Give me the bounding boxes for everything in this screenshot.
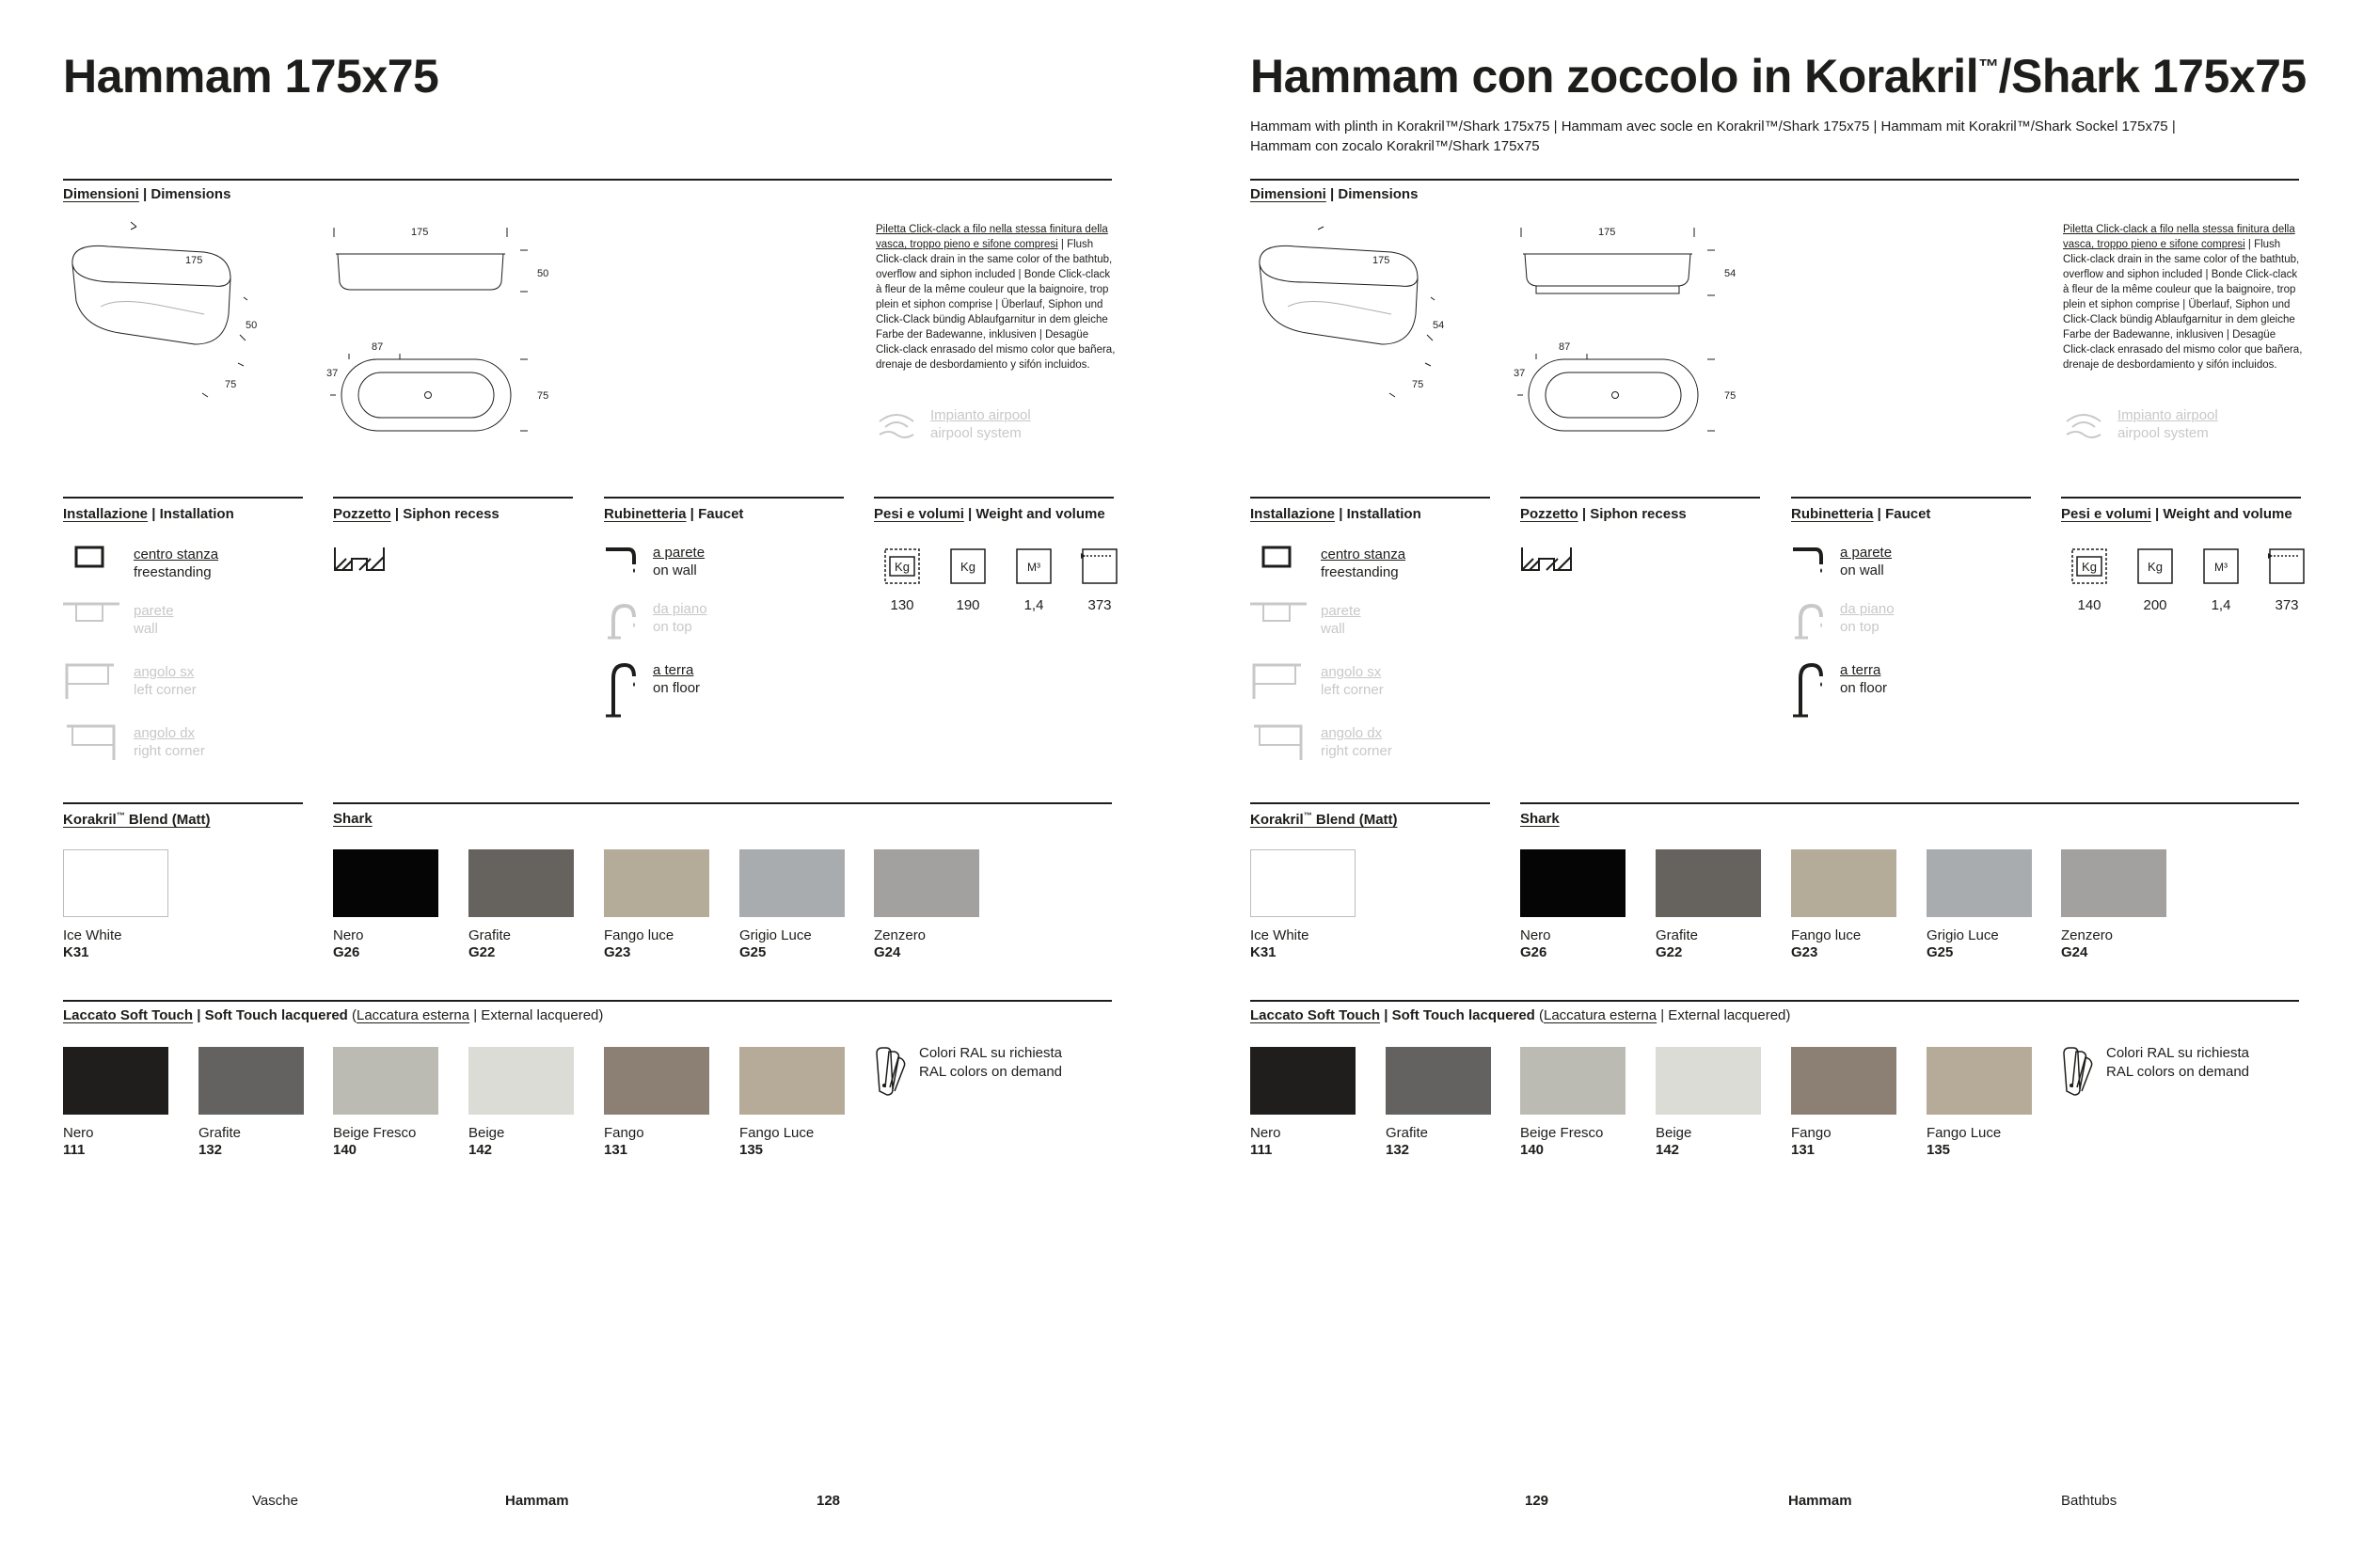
page-title: Hammam con zoccolo in Korakril™/Shark 175x75	[1250, 50, 2307, 103]
divider	[63, 497, 303, 499]
svg-text:M³: M³	[2214, 561, 2228, 574]
faucet-wall: a parete on wall	[1791, 544, 2017, 600]
dimension-width: 75	[1724, 390, 1737, 402]
wall-install-icon	[63, 600, 119, 638]
siphon-header: Pozzetto | Siphon recess	[1520, 506, 1687, 522]
swatch-chip	[63, 849, 168, 917]
divider	[63, 802, 303, 804]
korakril-header: Korakril™ Blend (Matt)	[63, 811, 211, 828]
swatch-chip	[468, 1047, 574, 1115]
lacquer-header: Laccato Soft Touch | Soft Touch lacquered (Laccatura esterna | External lacquered)	[63, 1007, 604, 1023]
weight-full: Kg 190	[940, 547, 996, 613]
swatch-chip	[1520, 1047, 1626, 1115]
swatch-chip	[1656, 1047, 1761, 1115]
dimension-width: 75	[1412, 379, 1424, 390]
swatch-chip	[333, 849, 438, 917]
shark-header: Shark	[333, 811, 373, 827]
page-subtitle: Hammam with plinth in Korakril™/Shark 175x75 | Hammam avec socle en Korakril™/Shark 175x75 | Hammam mit Korakril™/Shark Sockel 175x75 | Hammam con zocalo Korakril™/Shark 175x75	[1250, 119, 2176, 154]
divider	[2061, 497, 2301, 499]
color-swatch: Ice White K31	[63, 849, 168, 961]
svg-text:Kg: Kg	[895, 560, 910, 574]
tub-perspective-drawing	[1250, 222, 1445, 410]
installation-freestanding: centro stanza freestanding	[63, 544, 308, 589]
divider	[333, 497, 573, 499]
swatch-chip	[604, 849, 709, 917]
footer-section: Bathtubs	[2061, 1493, 2117, 1509]
footer-category: Hammam	[1788, 1493, 1852, 1509]
color-swatch: Beige Fresco 140	[1520, 1047, 1626, 1159]
dimension-side: 37	[1514, 368, 1526, 379]
page-number: 128	[817, 1493, 841, 1509]
swatch-chip	[1386, 1047, 1491, 1115]
dimension-length: 175	[1372, 255, 1390, 266]
tub-front-and-top-drawing	[328, 222, 573, 438]
faucet-header: Rubinetteria | Faucet	[604, 506, 744, 522]
catalog-page-left	[0, 0, 1176, 1568]
volume-packaging: M³ 1,4	[1006, 547, 1062, 613]
lacquer-header: Laccato Soft Touch | Soft Touch lacquered (Laccatura esterna | External lacquered)	[1250, 1007, 1791, 1023]
dimensions-header: Dimensioni | Dimensions	[1250, 186, 1419, 202]
airpool-option: Impianto airpool airpool system	[2063, 404, 2298, 450]
color-swatch: Fango luce G23	[1791, 849, 1896, 961]
swatch-chip	[1520, 849, 1626, 917]
floor-faucet-icon	[1791, 661, 1829, 718]
deck-faucet-icon	[604, 600, 642, 657]
left-corner-icon	[1250, 661, 1307, 699]
dimension-height: 50	[537, 268, 549, 279]
divider	[63, 1000, 1112, 1002]
color-swatch: Fango Luce 135	[1927, 1047, 2032, 1159]
dimension-height: 50	[246, 320, 258, 331]
swatch-chip	[468, 849, 574, 917]
left-corner-icon	[63, 661, 119, 699]
cubic-meters-icon	[2202, 547, 2240, 585]
siphon-recess-icon	[333, 546, 386, 574]
drain-note: Piletta Click-clack a filo nella stessa finitura della vasca, troppo pieno e sifone compresi | Flush Click-clack drain in the same color of the bathtub, overflow and siphon included | Bonde Click-clack à fleur de la même couleur que la baignoire, trop plein et siphon comprise | Überlauf, Siphon und Click-Clack bündig Ablaufgarnitur in dem gleiche Farbe der Badewanne, inklusiven | Desagüe Click-clack enrasado del mismo color que bañera, drenaje de desbordamiento y sifón incluidos.	[2063, 224, 2303, 371]
volume-packaging: M³ 1,4	[2193, 547, 2249, 613]
siphon-recess-icon	[1520, 546, 1573, 574]
swatch-chip	[739, 849, 845, 917]
faucet-top: da piano on top	[604, 600, 830, 657]
right-corner-icon	[1250, 722, 1307, 760]
footer-category: Hammam	[505, 1493, 569, 1509]
dimension-length: 175	[411, 227, 429, 238]
installation-header: Installazione | Installation	[63, 506, 234, 522]
swatch-chip	[1656, 849, 1761, 917]
water-volume-icon	[1081, 547, 1118, 585]
installation-freestanding: centro stanza freestanding	[1250, 544, 1495, 589]
color-swatch: Grigio Luce G25	[1927, 849, 2032, 961]
color-swatch: Ice White K31	[1250, 849, 1356, 961]
divider	[1520, 497, 1760, 499]
page-content	[1250, 0, 2307, 1568]
faucet-top: da piano on top	[1791, 600, 2017, 657]
wall-install-icon	[1250, 600, 1307, 638]
right-corner-icon	[63, 722, 119, 760]
swatch-chip	[1927, 1047, 2032, 1115]
color-swatch: Fango 131	[1791, 1047, 1896, 1159]
full-weight-icon	[949, 547, 987, 585]
volume-water: 373	[2259, 547, 2315, 613]
weight-empty: Kg 140	[2061, 547, 2117, 613]
color-swatch: Fango 131	[604, 1047, 709, 1159]
full-weight-icon	[2136, 547, 2174, 585]
weight-volume-header: Pesi e volumi | Weight and volume	[2061, 506, 2292, 522]
dimension-width: 75	[537, 390, 549, 402]
weight-full: Kg 200	[2127, 547, 2183, 613]
svg-text:Kg: Kg	[2082, 560, 2097, 574]
floor-faucet-icon	[604, 661, 642, 718]
svg-text:M³: M³	[1027, 561, 1040, 574]
installation-wall: parete wall	[63, 600, 308, 645]
swatch-chip	[333, 1047, 438, 1115]
divider	[874, 497, 1114, 499]
color-swatch: Grafite G22	[468, 849, 574, 961]
installation-wall: parete wall	[1250, 600, 1495, 645]
swatch-chip	[1791, 849, 1896, 917]
dimension-length: 175	[1598, 227, 1616, 238]
drain-note: Piletta Click-clack a filo nella stessa finitura della vasca, troppo pieno e sifone compresi | Flush Click-clack drain in the same color of the bathtub, overflow and siphon included | Bonde Click-clack à fleur de la même couleur que la baignoire, trop plein et siphon comprise | Überlauf, Siphon und Click-Clack bündig Ablaufgarnitur in dem gleiche Farbe der Badewanne, inklusiven | Desagüe Click-clack enrasado del mismo color que bañera, drenaje de desbordamiento y sifón incluidos.	[876, 224, 1116, 371]
airpool-option: Impianto airpool airpool system	[876, 404, 1111, 450]
swatch-chip	[874, 849, 979, 917]
swatch-chip	[63, 1047, 168, 1115]
color-swatch: Zenzero G24	[874, 849, 979, 961]
color-swatch: Nero G26	[333, 849, 438, 961]
divider	[1250, 497, 1490, 499]
divider	[1250, 179, 2299, 181]
korakril-header: Korakril™ Blend (Matt)	[1250, 811, 1398, 828]
color-swatch: Beige 142	[468, 1047, 574, 1159]
color-swatch: Nero 111	[63, 1047, 168, 1159]
color-swatch: Zenzero G24	[2061, 849, 2166, 961]
wall-faucet-icon	[1791, 544, 1829, 600]
weight-empty: Kg 130	[874, 547, 930, 613]
catalog-page-right	[1187, 0, 2363, 1568]
empty-weight-icon	[883, 547, 921, 585]
color-swatch: Beige 142	[1656, 1047, 1761, 1159]
installation-left-corner: angolo sx left corner	[1250, 661, 1495, 706]
cubic-meters-icon	[1015, 547, 1053, 585]
color-swatch: Grafite 132	[198, 1047, 304, 1159]
faucet-header: Rubinetteria | Faucet	[1791, 506, 1931, 522]
installation-header: Installazione | Installation	[1250, 506, 1421, 522]
dimension-width: 75	[225, 379, 237, 390]
divider	[333, 802, 1112, 804]
color-swatch: Nero G26	[1520, 849, 1626, 961]
color-swatch: Grafite 132	[1386, 1047, 1491, 1159]
freestanding-icon	[1250, 544, 1307, 581]
deck-faucet-icon	[1791, 600, 1829, 657]
dimension-side: 37	[326, 368, 339, 379]
faucet-wall: a parete on wall	[604, 544, 830, 600]
divider	[1250, 802, 1490, 804]
installation-left-corner: angolo sx left corner	[63, 661, 308, 706]
swatch-chip	[739, 1047, 845, 1115]
color-swatch: Fango luce G23	[604, 849, 709, 961]
faucet-floor: a terra on floor	[604, 661, 830, 718]
color-swatch: Beige Fresco 140	[333, 1047, 438, 1159]
swatch-chip	[1927, 849, 2032, 917]
ral-colors-note: Colori RAL su richiesta RAL colors on demand	[874, 1044, 1109, 1101]
swatch-chip	[1250, 1047, 1356, 1115]
wall-faucet-icon	[604, 544, 642, 600]
freestanding-icon	[63, 544, 119, 581]
dimension-offset: 87	[1559, 341, 1571, 353]
ral-colors-note: Colori RAL su richiesta RAL colors on demand	[2061, 1044, 2296, 1101]
swatch-chip	[198, 1047, 304, 1115]
installation-right-corner: angolo dx right corner	[1250, 722, 1495, 768]
empty-weight-icon	[2070, 547, 2108, 585]
color-swatch: Grigio Luce G25	[739, 849, 845, 961]
weight-volume-header: Pesi e volumi | Weight and volume	[874, 506, 1105, 522]
airpool-icon	[876, 406, 917, 448]
shark-header: Shark	[1520, 811, 1560, 827]
divider	[1250, 1000, 2299, 1002]
dimension-height: 54	[1724, 268, 1737, 279]
siphon-header: Pozzetto | Siphon recess	[333, 506, 500, 522]
water-volume-icon	[2268, 547, 2306, 585]
divider	[604, 497, 844, 499]
dimension-offset: 87	[372, 341, 384, 353]
page-content	[63, 0, 1116, 1568]
color-swatch: Fango Luce 135	[739, 1047, 845, 1159]
tub-perspective-drawing	[63, 222, 258, 410]
volume-water: 373	[1071, 547, 1128, 613]
footer-section: Vasche	[252, 1493, 298, 1509]
color-fan-icon	[2061, 1044, 2093, 1097]
swatch-chip	[604, 1047, 709, 1115]
installation-right-corner: angolo dx right corner	[63, 722, 308, 768]
airpool-icon	[2063, 406, 2104, 448]
svg-text:Kg: Kg	[960, 560, 975, 574]
divider	[1520, 802, 2299, 804]
page-title: Hammam 175x75	[63, 50, 439, 103]
page-number: 129	[1525, 1493, 1549, 1509]
color-swatch: Grafite G22	[1656, 849, 1761, 961]
color-swatch: Nero 111	[1250, 1047, 1356, 1159]
swatch-chip	[1250, 849, 1356, 917]
dimensions-header: Dimensioni | Dimensions	[63, 186, 231, 202]
faucet-floor: a terra on floor	[1791, 661, 2017, 718]
divider	[1791, 497, 2031, 499]
divider	[63, 179, 1112, 181]
dimension-length: 175	[185, 255, 203, 266]
dimension-height: 54	[1433, 320, 1445, 331]
swatch-chip	[2061, 849, 2166, 917]
svg-text:Kg: Kg	[2148, 560, 2163, 574]
color-fan-icon	[874, 1044, 906, 1097]
swatch-chip	[1791, 1047, 1896, 1115]
tub-front-and-top-drawing	[1515, 222, 1760, 438]
